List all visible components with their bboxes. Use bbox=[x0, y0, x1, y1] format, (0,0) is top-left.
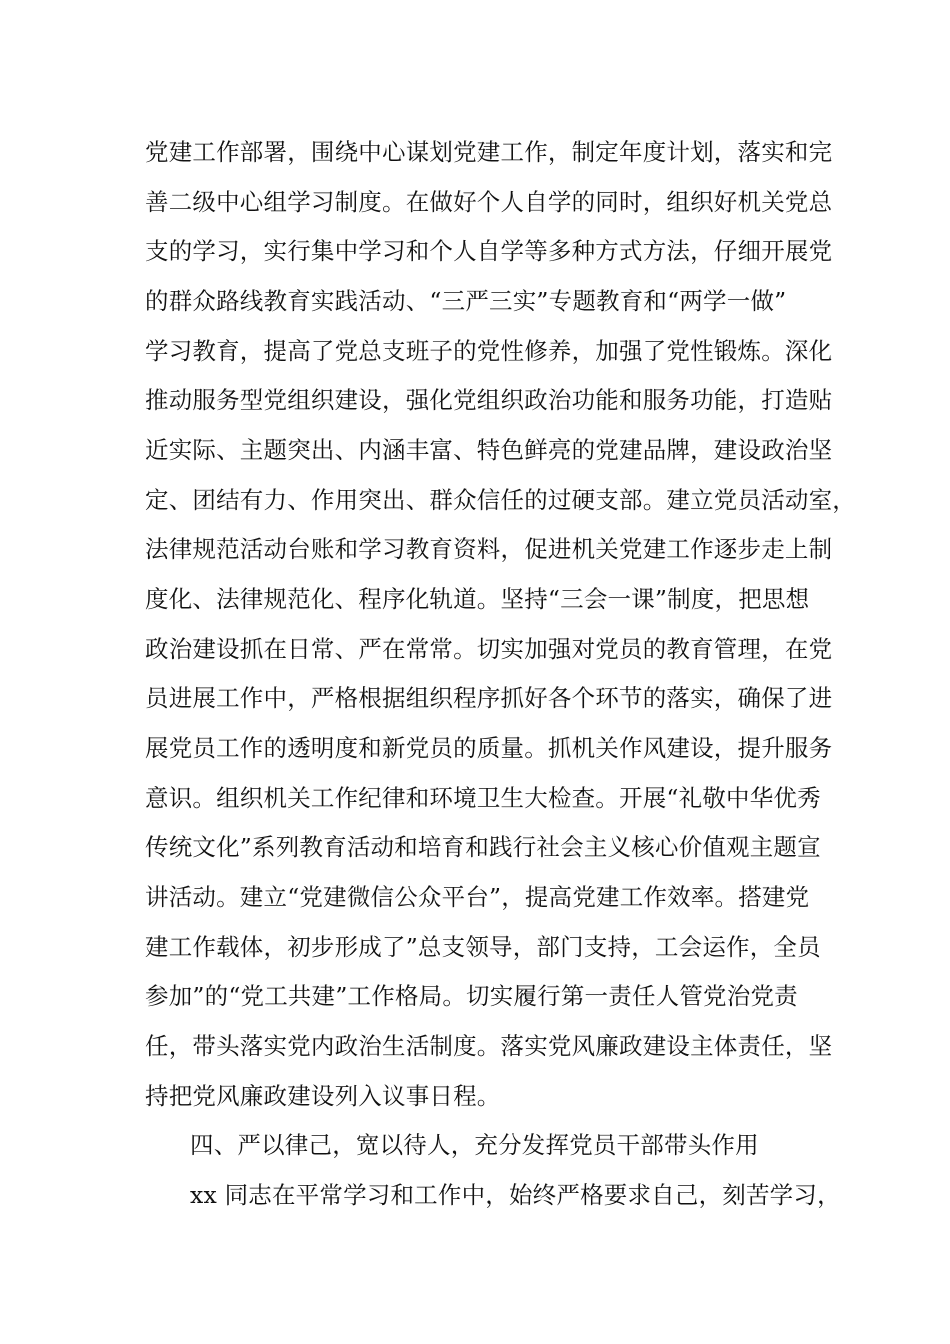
text-line: 参加”的“党工共建”工作格局。切实履行第一责任人管党治党责 bbox=[145, 982, 798, 1010]
text-line: 传统文化”系列教育活动和培育和践行社会主义核心价值观主题宣 bbox=[145, 833, 821, 861]
section-heading: 四、严以律己，宽以待人，充分发挥党员干部带头作用 bbox=[190, 1131, 759, 1159]
text-line: 定、团结有力、作用突出、群众信任的过硬支部。建立党员活动室， bbox=[145, 486, 856, 514]
text-line: 党建工作部署，围绕中心谋划党建工作，制定年度计划，落实和完 bbox=[145, 138, 833, 166]
text-line: 讲活动。建立“党建微信公众平台”，提高党建工作效率。搭建党 bbox=[145, 883, 810, 911]
text-line: 的群众路线教育实践活动、“三严三实”专题教育和“两学一做” bbox=[145, 287, 787, 315]
text-line: 任，带头落实党内政治生活制度。落实党风廉政建设主体责任，坚 bbox=[145, 1032, 833, 1060]
text-line: 员进展工作中，严格根据组织程序抓好各个环节的落实，确保了进 bbox=[145, 684, 833, 712]
text-line: 近实际、主题突出、内涵丰富、特色鲜亮的党建品牌，建设政治坚 bbox=[145, 436, 833, 464]
text-line: 建工作载体，初步形成了”总支领导，部门支持，工会运作，全员 bbox=[145, 933, 821, 961]
text-line: 展党员工作的透明度和新党员的质量。抓机关作风建设，提升服务 bbox=[145, 734, 833, 762]
text-line: 推动服务型党组织建设，强化党组织政治功能和服务功能，打造贴 bbox=[145, 386, 833, 414]
text-line: 善二级中心组学习制度。在做好个人自学的同时，组织好机关党总 bbox=[145, 188, 833, 216]
text-line: 学习教育，提高了党总支班子的党性修养，加强了党性锻炼。深化 bbox=[145, 337, 833, 365]
text-line: xx 同志在平常学习和工作中，始终严格要求自己，刻苦学习， bbox=[190, 1181, 841, 1209]
text-line: 持把党风廉政建设列入议事日程。 bbox=[145, 1082, 501, 1110]
text-line: 法律规范活动台账和学习教育资料，促进机关党建工作逐步走上制 bbox=[145, 535, 833, 563]
text-line: 意识。组织机关工作纪律和环境卫生大检查。开展“礼敬中华优秀 bbox=[145, 784, 821, 812]
text-line: 政治建设抓在日常、严在常常。切实加强对党员的教育管理，在党 bbox=[145, 635, 833, 663]
text-line: 度化、法律规范化、程序化轨道。坚持“三会一课”制度，把思想 bbox=[145, 585, 810, 613]
text-line: 支的学习，实行集中学习和个人自学等多种方式方法，仔细开展党 bbox=[145, 237, 833, 265]
